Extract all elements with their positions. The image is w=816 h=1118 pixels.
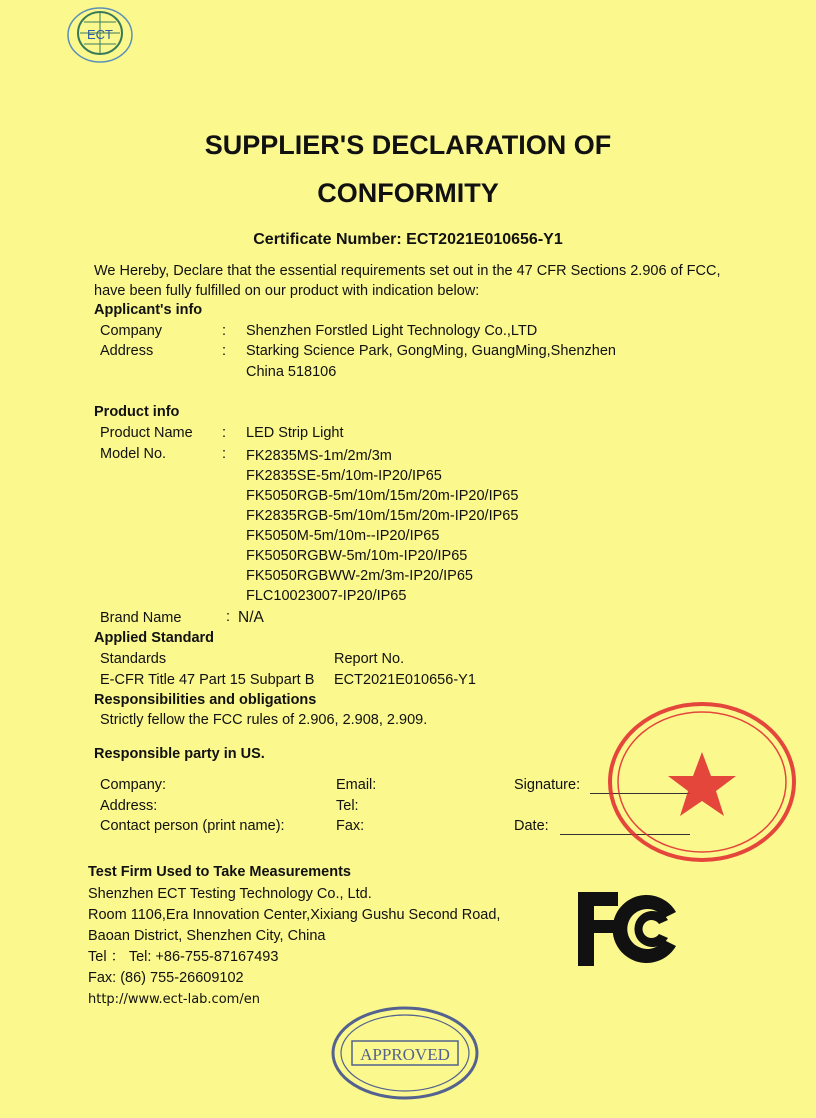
intro-line-2: have been fully fulfilled on our product with indication below: [94,283,480,299]
address-label: Address [100,343,154,359]
test-firm-website[interactable]: http://www.ect-lab.com/en [88,992,260,1007]
us-address-label: Address: [100,798,158,814]
model-item: FLC10023007-IP20/IP65 [246,588,407,604]
test-firm-details [88,884,500,1010]
us-contact-label: Contact person (print name): [100,818,285,834]
report-label: Report No. [334,651,405,667]
us-company-label: Company: [100,777,167,793]
signature-label: Signature: [514,777,581,793]
us-party-heading: Responsible party in US. [94,746,265,762]
colon: : [222,425,227,441]
model-list [246,446,518,606]
test-firm-name: Shenzhen ECT Testing Technology Co., Ltd. [88,886,372,902]
standard-value: E-CFR Title 47 Part 15 Subpart B [100,672,315,688]
title-line-2: CONFORMITY [317,178,499,208]
model-item: FK5050M-5m/10m--IP20/IP65 [246,528,440,544]
standards-label: Standards [100,651,167,667]
product-name-label: Product Name [100,425,193,441]
svg-text:ECT: ECT [87,27,113,42]
model-item: FK5050RGBW-5m/10m-IP20/IP65 [246,548,468,564]
title-line-1: SUPPLIER'S DECLARATION OF [204,130,612,160]
brand-value: N/A [238,609,264,626]
model-item: FK5050RGB-5m/10m/15m/20m-IP20/IP65 [246,488,519,504]
company-label: Company [100,323,163,339]
fcc-logo [576,890,684,968]
applicant-heading: Applicant's info [94,302,203,318]
address-line-2: China 518106 [246,364,337,380]
ect-logo [66,6,134,64]
model-item: FK2835MS-1m/2m/3m [246,448,392,464]
responsibilities-text: Strictly fellow the FCC rules of 2.906, 2.908, 2.909. [100,712,428,728]
certificate-number: Certificate Number: ECT2021E010656-Y1 [253,231,563,248]
responsibilities-heading: Responsibilities and obligations [94,692,317,708]
date-label: Date: [514,818,549,834]
model-label: Model No. [100,446,167,462]
model-item: FK2835RGB-5m/10m/15m/20m-IP20/IP65 [246,508,519,524]
test-firm-tel: Tel ： Tel: +86-755-87167493 [88,949,279,965]
product-name-value: LED Strip Light [246,425,344,441]
us-fax-label: Fax: [336,818,365,834]
colon: : [222,343,227,359]
test-firm-address-1: Room 1106,Era Innovation Center,Xixiang Gushu Second Road, [88,907,501,923]
colon: : [222,446,227,462]
brand-label: Brand Name [100,610,182,626]
svg-text:APPROVED: APPROVED [360,1045,450,1064]
company-value: Shenzhen Forstled Light Technology Co.,LTD [246,323,538,339]
address-line-1: Starking Science Park, GongMing, GuangMing,Shenzhen [246,343,616,359]
colon: : [222,323,227,339]
standard-heading: Applied Standard [94,630,215,646]
approved-stamp [330,1005,480,1101]
product-heading: Product info [94,404,180,420]
us-email-label: Email: [336,777,377,793]
test-firm-fax: Fax: (86) 755-26609102 [88,970,244,986]
us-tel-label: Tel: [336,798,359,814]
report-value: ECT2021E010656-Y1 [334,672,476,688]
intro-line-1: We Hereby, Declare that the essential requirements set out in the 47 CFR Sections 2.906 of FCC, [94,263,721,279]
colon: : [226,609,231,625]
test-firm-heading: Test Firm Used to Take Measurements [88,864,351,880]
company-seal-stamp [604,700,800,864]
model-item: FK2835SE-5m/10m-IP20/IP65 [246,468,442,484]
model-item: FK5050RGBWW-2m/3m-IP20/IP65 [246,568,473,584]
test-firm-address-2: Baoan District, Shenzhen City, China [88,928,326,944]
